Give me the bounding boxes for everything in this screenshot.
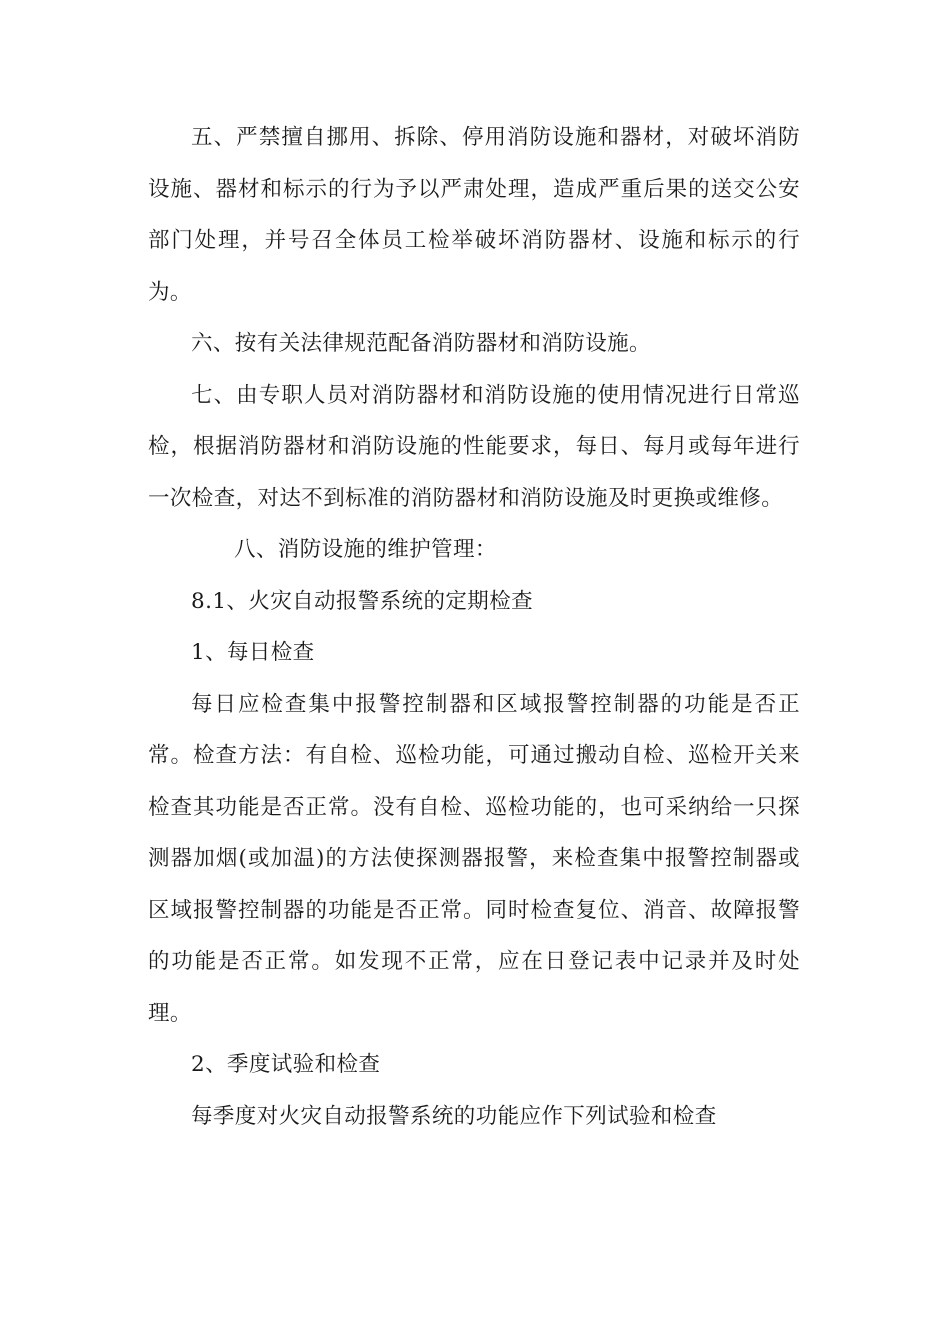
- paragraph-item-7: 七、由专职人员对消防器材和消防设施的使用情况进行日常巡检，根据消防器材和消防设施的性能要求，每日、每月或每年进行一次检查，对达不到标准的消防器材和消防设施及时更换或维修。: [148, 382, 800, 511]
- document-body: [148, 112, 800, 1142]
- section-heading-8: 八、消防设施的维护管理：: [234, 537, 497, 562]
- subsection-heading-8-1: 8.1、火灾自动报警系统的定期检查: [191, 588, 533, 614]
- subheading-daily-check: 1、每日检查: [191, 640, 315, 665]
- paragraph-quarterly-check: 每季度对火灾自动报警系统的功能应作下列试验和检查: [191, 1103, 717, 1129]
- paragraph-item-5: 五、严禁擅自挪用、拆除、停用消防设施和器材，对破坏消防设施、器材和标示的行为予以严肃处理，造成严重后果的送交公安部门处理，并号召全体员工检举破坏消防器材、设施和标示的行为。: [148, 125, 800, 305]
- paragraph-daily-check: 每日应检查集中报警控制器和区域报警控制器的功能是否正常。检查方法：有自检、巡检功能，可通过搬动自检、巡检开关来检查其功能是否正常。没有自检、巡检功能的，也可采纳给一只探测器加烟(或加温)的方法使探测器报警，来检查集中报警控制器或区域报警控制器的功能是否正常。同时检查复位、消音、故障报警的功能是否正常。如发现不正常，应在日登记表中记录并及时处理。: [148, 691, 800, 1026]
- paragraph-item-6: 六、按有关法律规范配备消防器材和消防设施。: [191, 331, 651, 356]
- subheading-quarterly-check: 2、季度试验和检查: [191, 1052, 381, 1077]
